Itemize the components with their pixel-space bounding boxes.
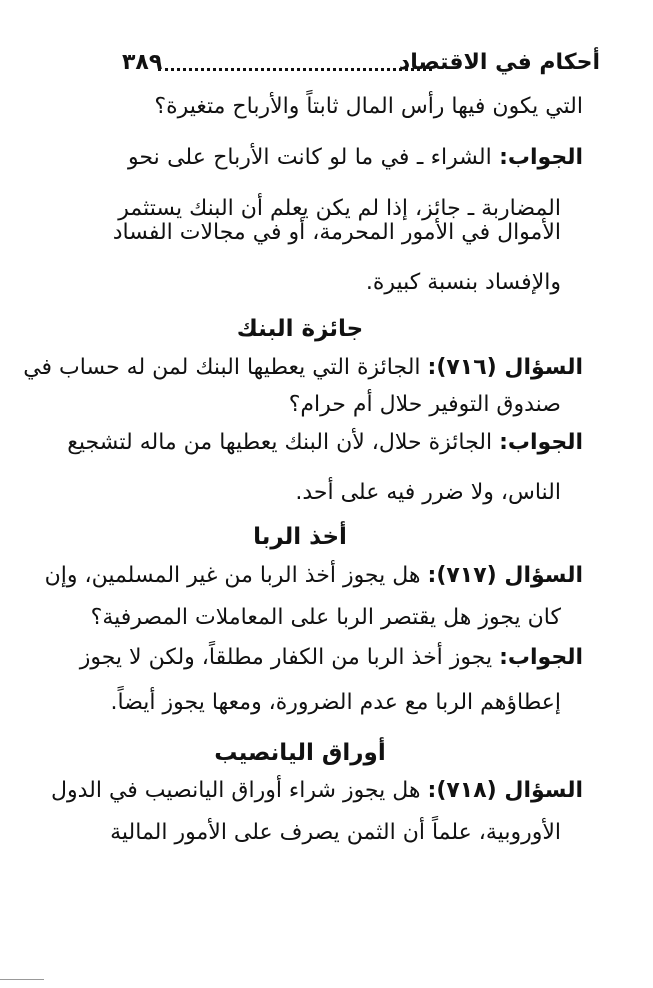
answer-text: الشراء ـ في ما لو كانت الأرباح على نحو	[128, 145, 500, 170]
answer-line	[128, 143, 583, 173]
answer-label: الجواب:	[499, 430, 583, 455]
text-line: التي يكون فيها رأس المال ثابتاً والأرباح متغيرة؟	[154, 94, 583, 119]
answer-label: الجواب:	[499, 645, 583, 670]
running-header	[100, 46, 600, 90]
question-text: هل يجوز شراء أوراق اليانصيب في الدول	[50, 778, 428, 803]
answer-line-2: الناس، ولا ضرر فيه على أحد.	[295, 480, 561, 505]
question-line-2: صندوق التوفير حلال أم حرام؟	[288, 392, 561, 417]
question-line	[44, 561, 583, 591]
question-line	[23, 353, 583, 383]
answer-line	[67, 428, 583, 458]
question-text: الجائزة التي يعطيها البنك لمن له حساب في	[23, 355, 428, 380]
answer-label: الجواب:	[499, 145, 583, 170]
text-line: والإفساد بنسبة كبيرة.	[365, 270, 561, 295]
question-line-2: الأوروبية، علماً أن الثمن يصرف على الأمور المالية	[110, 820, 561, 845]
question-label: السؤال (٧١٦):	[427, 355, 583, 380]
section-heading: أوراق اليانصيب	[214, 740, 386, 766]
answer-text: الجائزة حلال، لأن البنك يعطيها من ماله لتشجيع	[67, 430, 500, 455]
text-line: الأموال في الأمور المحرمة، أو في مجالات الفساد	[112, 220, 561, 245]
section-heading: أخذ الربا	[253, 524, 347, 550]
question-line	[50, 776, 583, 806]
answer-line	[79, 643, 583, 673]
header-dot-leader	[158, 68, 432, 71]
question-label: السؤال (٧١٧):	[427, 563, 583, 588]
text-line: المضاربة ـ جائز، إذا لم يكن يعلم أن البنك يستثمر	[118, 196, 561, 221]
question-line-2: كان يجوز هل يقتصر الربا على المعاملات المصرفية؟	[90, 605, 561, 630]
question-text: هل يجوز أخذ الربا من غير المسلمين، وإن	[44, 563, 428, 588]
page-number: ٣٨٩	[122, 50, 163, 75]
header-title: أحكام في الاقتصاد	[398, 50, 600, 75]
answer-text: يجوز أخذ الربا من الكفار مطلقاً، ولكن لا يجوز	[79, 645, 500, 670]
section-heading: جائزة البنك	[236, 316, 364, 342]
page-edge-rule	[0, 979, 44, 980]
question-label: السؤال (٧١٨):	[427, 778, 583, 803]
answer-line-2: إعطاؤهم الربا مع عدم الضرورة، ومعها يجوز أيضاً.	[110, 690, 561, 715]
